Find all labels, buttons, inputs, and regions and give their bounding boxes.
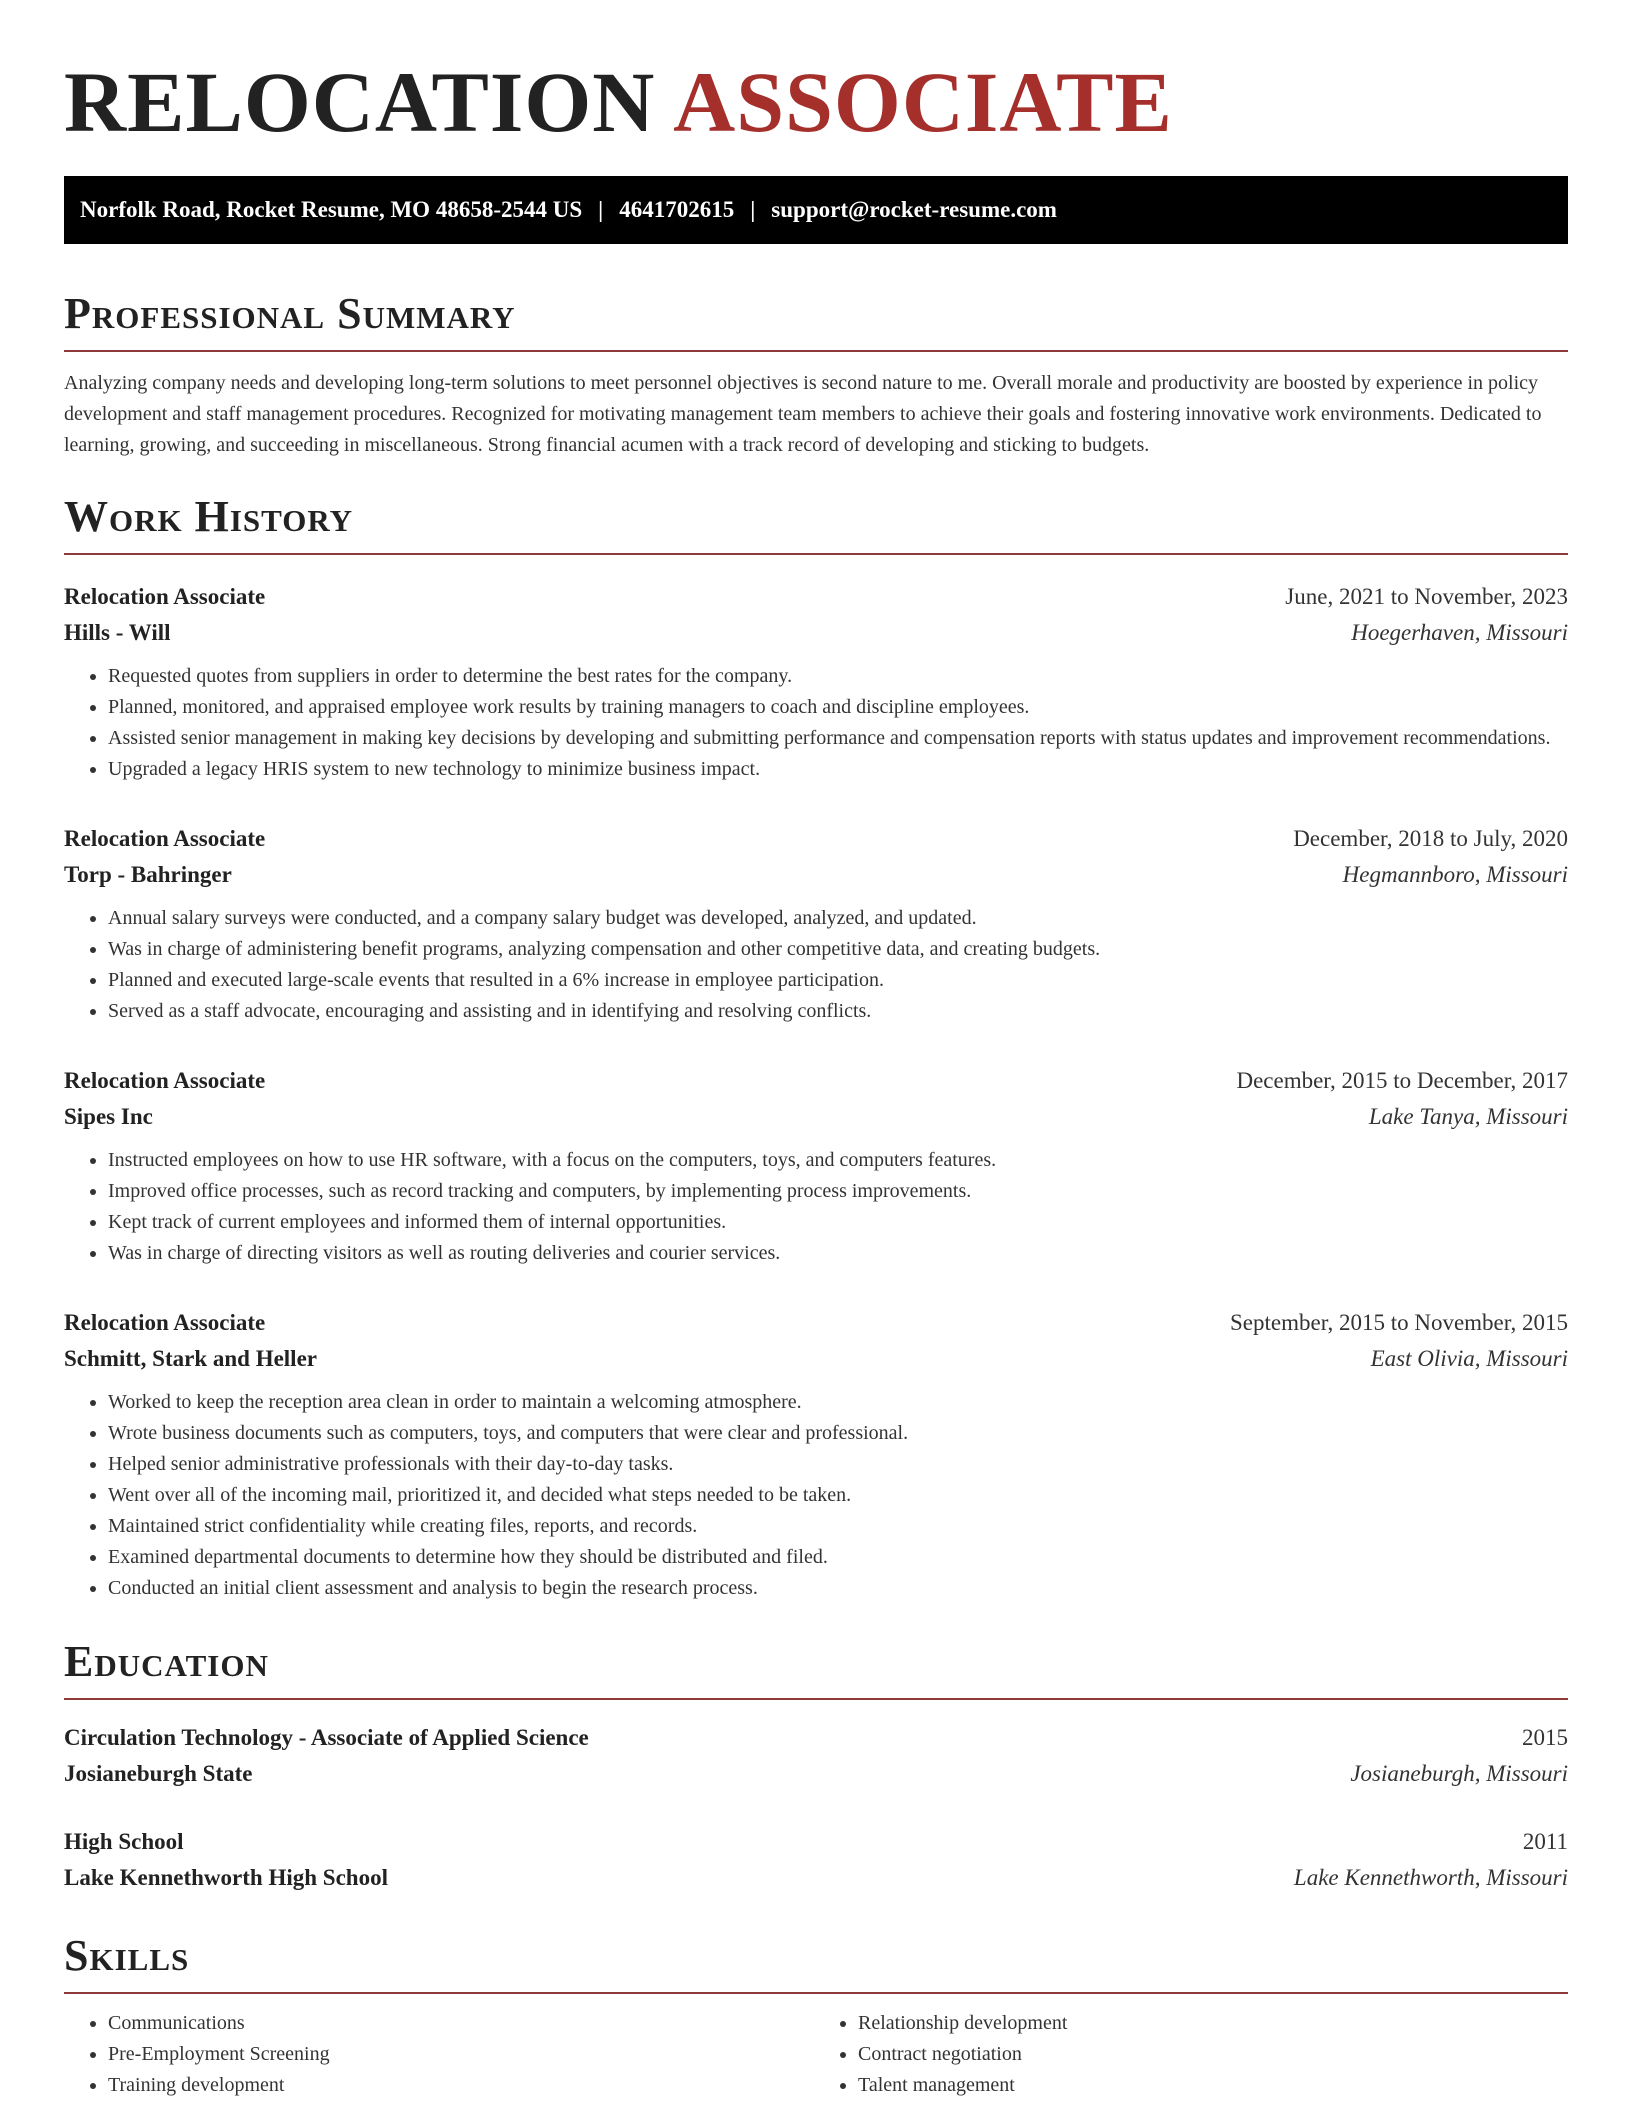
job-position: Relocation Associate xyxy=(64,1068,266,1093)
job-dates: December, 2015 to December, 2017 xyxy=(1236,1068,1568,1093)
education-location: Josianeburgh, Missouri xyxy=(1350,1761,1568,1786)
section-divider xyxy=(64,1698,1568,1700)
job-company: Sipes Inc xyxy=(64,1104,153,1129)
name-last: ASSOCIATE xyxy=(673,54,1173,150)
section-title-summary: Professional Summary xyxy=(64,289,516,338)
job-bullet: • Requested quotes from suppliers in order to determine the best rates for the company. xyxy=(108,661,1568,692)
job-entry xyxy=(64,821,1568,1027)
job-bullet: • Planned and executed large-scale events that resulted in a 6% increase in employee participation. xyxy=(108,965,1568,996)
section-divider xyxy=(64,553,1568,555)
job-position: Relocation Associate xyxy=(64,826,266,851)
job-position: Relocation Associate xyxy=(64,584,266,609)
contact-bar xyxy=(64,176,1568,244)
job-location: Hoegerhaven, Missouri xyxy=(1351,620,1568,645)
section-title-skills: Skills xyxy=(64,1931,190,1980)
contact-phone: 4641702615 xyxy=(619,197,735,222)
education-degree: Circulation Technology - Associate of Applied Science xyxy=(64,1725,589,1750)
job-location: Lake Tanya, Missouri xyxy=(1368,1104,1568,1129)
job-bullet: • Kept track of current employees and informed them of internal opportunities. xyxy=(108,1207,1568,1238)
skills-list xyxy=(64,2008,1568,2101)
job-bullets xyxy=(64,903,1568,1027)
skills-column-left xyxy=(64,2008,804,2101)
job-bullet: • Maintained strict confidentiality while creating files, reports, and records. xyxy=(108,1511,1568,1542)
name-first: RELOCATION xyxy=(64,54,656,150)
job-dates: June, 2021 to November, 2023 xyxy=(1285,584,1568,609)
skill-item: • Relationship development xyxy=(858,2008,1554,2039)
skill-item: • Pre-Employment Screening xyxy=(108,2039,804,2070)
job-entry xyxy=(64,1063,1568,1269)
resume-page xyxy=(64,0,1568,2101)
job-dates: September, 2015 to November, 2015 xyxy=(1230,1310,1568,1335)
job-bullets xyxy=(64,1387,1568,1604)
education-year: 2015 xyxy=(1522,1725,1568,1750)
job-entry xyxy=(64,1305,1568,1604)
job-bullet: • Examined departmental documents to determine how they should be distributed and filed. xyxy=(108,1542,1568,1573)
job-bullet: • Was in charge of administering benefit programs, analyzing compensation and other competitive data, and creating budgets. xyxy=(108,934,1568,965)
job-bullet: • Went over all of the incoming mail, prioritized it, and decided what steps needed to be taken. xyxy=(108,1480,1568,1511)
job-bullet: • Improved office processes, such as record tracking and computers, by implementing process improvements. xyxy=(108,1176,1568,1207)
contact-email[interactable]: support@rocket-resume.com xyxy=(771,197,1057,222)
education-school: Lake Kennethworth High School xyxy=(64,1865,388,1890)
job-bullet: • Annual salary surveys were conducted, and a company salary budget was developed, analyzed, and updated. xyxy=(108,903,1568,934)
education-school: Josianeburgh State xyxy=(64,1761,253,1786)
job-bullet: • Planned, monitored, and appraised employee work results by training managers to coach and discipline employees. xyxy=(108,692,1568,723)
section-title-education: Education xyxy=(64,1637,269,1686)
job-position: Relocation Associate xyxy=(64,1310,266,1335)
job-bullet: • Was in charge of directing visitors as well as routing deliveries and courier services. xyxy=(108,1238,1568,1269)
job-bullets xyxy=(64,1145,1568,1269)
education-degree: High School xyxy=(64,1829,184,1854)
section-divider xyxy=(64,1992,1568,1994)
job-bullet: • Wrote business documents such as computers, toys, and computers that were clear and professional. xyxy=(108,1418,1568,1449)
job-company: Hills - Will xyxy=(64,620,171,645)
contact-separator: | xyxy=(750,197,756,222)
job-entry xyxy=(64,579,1568,785)
job-bullet: • Assisted senior management in making key decisions by developing and submitting performance and compensation reports with status updates and improvement recommendations. xyxy=(108,723,1568,754)
education-entry xyxy=(64,1824,1568,1896)
education-year: 2011 xyxy=(1522,1829,1568,1854)
education-entry xyxy=(64,1720,1568,1792)
skill-item: • Talent management xyxy=(858,2070,1554,2101)
summary-text: Analyzing company needs and developing long-term solutions to meet personnel objectives is second nature to me. Overall morale and productivity are boosted by experience in policy development and staff management procedures. Recognized for motivating management team members to achieve their goals and fostering innovative work environments. Dedicated to learning, growing, and succeeding in miscellaneous. Strong financial acumen with a track record of developing and sticking to budgets. xyxy=(64,372,1542,456)
skill-item: • Training development xyxy=(108,2070,804,2101)
skill-item: • Contract negotiation xyxy=(858,2039,1554,2070)
job-location: Hegmannboro, Missouri xyxy=(1342,862,1568,887)
skills-column-right xyxy=(804,2008,1554,2101)
section-divider xyxy=(64,350,1568,352)
job-dates: December, 2018 to July, 2020 xyxy=(1293,826,1568,851)
job-bullet: • Worked to keep the reception area clean in order to maintain a welcoming atmosphere. xyxy=(108,1387,1568,1418)
job-company: Schmitt, Stark and Heller xyxy=(64,1346,317,1371)
section-title-work-history: Work History xyxy=(64,492,354,541)
job-bullet: • Conducted an initial client assessment and analysis to begin the research process. xyxy=(108,1573,1568,1604)
education-location: Lake Kennethworth, Missouri xyxy=(1293,1865,1568,1890)
job-bullets xyxy=(64,661,1568,785)
job-bullet: • Helped senior administrative professionals with their day-to-day tasks. xyxy=(108,1449,1568,1480)
contact-separator: | xyxy=(598,197,604,222)
job-bullet: • Upgraded a legacy HRIS system to new technology to minimize business impact. xyxy=(108,754,1568,785)
job-bullet: • Served as a staff advocate, encouraging and assisting and in identifying and resolving conflicts. xyxy=(108,996,1568,1027)
resume-name xyxy=(64,0,1568,160)
job-bullet: • Instructed employees on how to use HR software, with a focus on the computers, toys, and computers features. xyxy=(108,1145,1568,1176)
job-location: East Olivia, Missouri xyxy=(1370,1346,1568,1371)
contact-address: Norfolk Road, Rocket Resume, MO 48658-2544 US xyxy=(80,197,583,222)
skill-item: • Communications xyxy=(108,2008,804,2039)
job-company: Torp - Bahringer xyxy=(64,862,232,887)
